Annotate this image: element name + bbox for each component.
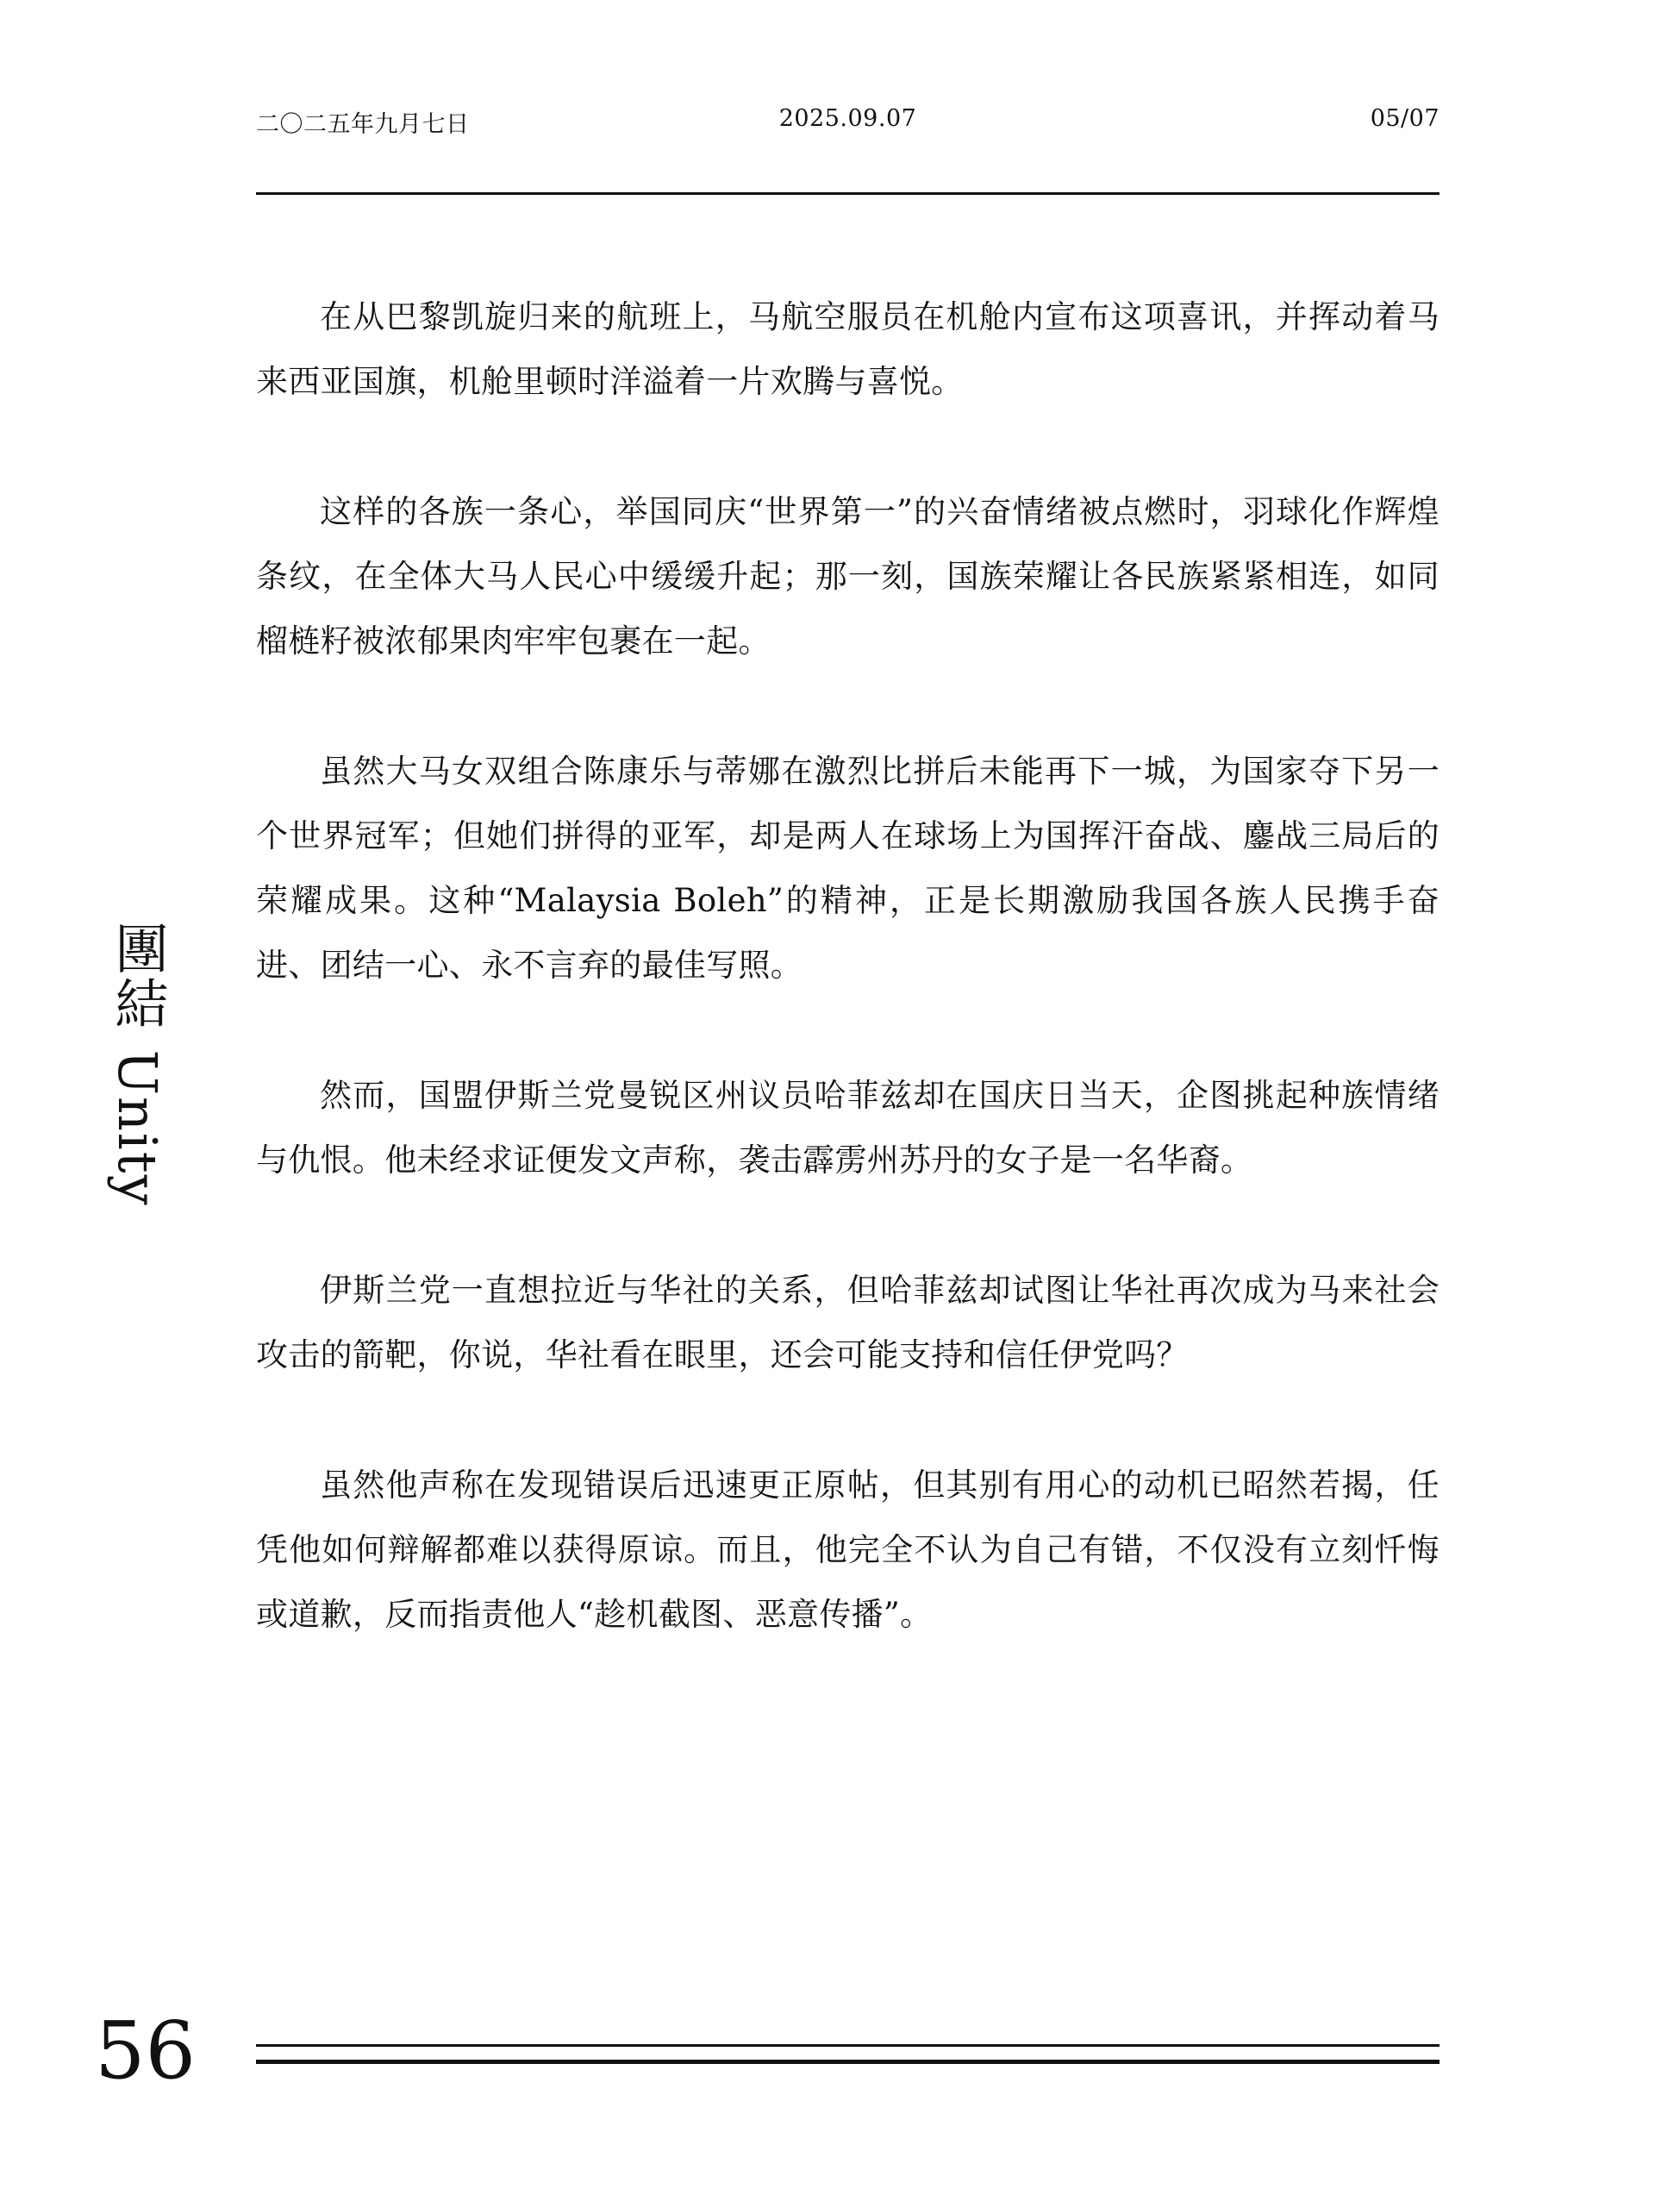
- article-body: [256, 285, 1440, 1712]
- paragraph-2: 这样的各族一条心，举国同庆“世界第一”的兴奋情绪被点燃时，羽球化作辉煌条纹，在全体大马人民心中缓缓升起；那一刻，国族荣耀让各民族紧紧相连，如同榴梿籽被浓郁果肉牢牢包裹在一起。: [256, 493, 1440, 660]
- footer-divider-thick: [256, 2060, 1440, 2064]
- footer-divider-thin: [256, 2044, 1440, 2047]
- header-page-fraction: 05/07: [1370, 105, 1440, 132]
- paragraph-1: 在从巴黎凯旋归来的航班上，马航空服员在机舱内宣布这项喜讯，并挥动着马来西亚国旗，机舱里顿时洋溢着一片欢腾与喜悦。: [256, 298, 1440, 400]
- page-number: 56: [95, 2004, 197, 2097]
- section-side-title: 團結 Unity: [106, 921, 169, 1207]
- header-divider: [256, 192, 1440, 195]
- paragraph-6: 虽然他声称在发现错误后迅速更正原帖，但其别有用心的动机已昭然若揭，任凭他如何辩解都难以获得原谅。而且，他完全不认为自己有错，不仅没有立刻忏悔或道歉，反而指责他人“趁机截图、恶意传播”。: [256, 1467, 1440, 1633]
- header-date-chinese: 二〇二五年九月七日: [256, 111, 470, 138]
- page-header: [256, 105, 1440, 140]
- paragraph-4: 然而，国盟伊斯兰党曼锐区州议员哈菲兹却在国庆日当天，企图挑起种族情绪与仇恨。他未经求证便发文声称，袭击霹雳州苏丹的女子是一名华裔。: [256, 1077, 1440, 1179]
- header-date-numeric: 2025.09.07: [778, 105, 917, 132]
- paragraph-3: 虽然大马女双组合陈康乐与蒂娜在激烈比拼后未能再下一城，为国家夺下另一个世界冠军；但她们拼得的亚军，却是两人在球场上为国挥汗奋战、鏖战三局后的荣耀成果。这种“Malaysia Boleh”的精神，正是长期激励我国各族人民携手奋进、团结一心、永不言弃的最佳写照。: [256, 753, 1440, 984]
- paragraph-5: 伊斯兰党一直想拉近与华社的关系，但哈菲兹却试图让华社再次成为马来社会攻击的箭靶，你说，华社看在眼里，还会可能支持和信任伊党吗？: [256, 1272, 1440, 1373]
